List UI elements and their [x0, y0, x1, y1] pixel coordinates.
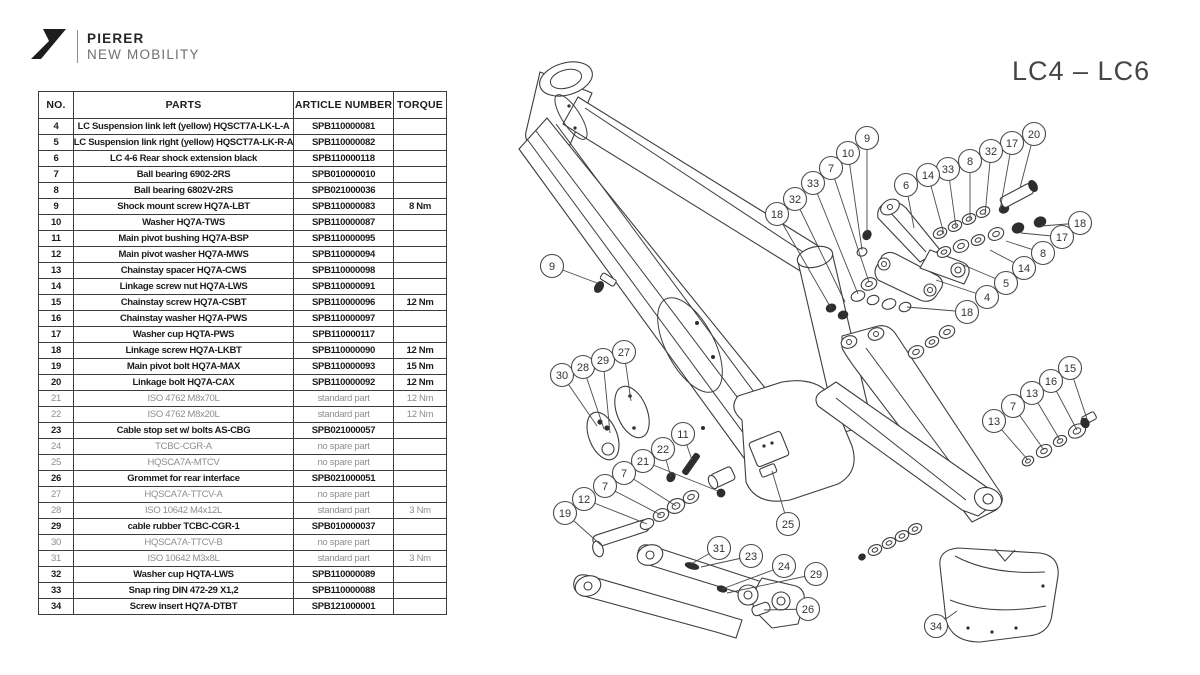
cell-torque — [394, 263, 446, 279]
svg-text:16: 16 — [1044, 375, 1058, 388]
table-header-row — [39, 92, 446, 119]
cell-article: SPB110000090 — [294, 343, 394, 359]
column-header-parts: PARTS — [74, 92, 294, 119]
callout-leader-21 — [643, 461, 718, 491]
table-row-32 — [39, 567, 446, 583]
cell-article: SPB010000037 — [294, 519, 394, 535]
table-row-26 — [39, 471, 446, 487]
svg-text:13: 13 — [1025, 387, 1039, 400]
cell-article: no spare part — [294, 535, 394, 551]
svg-text:24: 24 — [777, 560, 791, 573]
callout-9 — [541, 255, 564, 278]
cell-article: SPB110000089 — [294, 567, 394, 583]
table-row-25 — [39, 455, 446, 471]
cell-torque — [394, 151, 446, 167]
table-row-17 — [39, 327, 446, 343]
cell-no: 27 — [39, 487, 74, 503]
svg-text:23: 23 — [744, 550, 758, 563]
pierer-logo-icon — [30, 27, 68, 66]
cell-article: standard part — [294, 391, 394, 407]
cell-torque: 8 Nm — [394, 199, 446, 215]
cell-article: SPB110000083 — [294, 199, 394, 215]
cell-no: 16 — [39, 311, 74, 327]
svg-text:22: 22 — [656, 443, 670, 456]
cell-part: LC 4-6 Rear shock extension black — [74, 151, 294, 167]
parts-table — [38, 91, 447, 615]
callout-30 — [551, 364, 574, 387]
callout-18 — [766, 203, 789, 226]
cell-article: no spare part — [294, 439, 394, 455]
cell-article: standard part — [294, 503, 394, 519]
cell-torque — [394, 567, 446, 583]
column-header-article: ARTICLE NUMBER — [294, 92, 394, 119]
cell-torque — [394, 119, 446, 135]
svg-text:29: 29 — [596, 354, 610, 367]
cell-part: Chainstay washer HQ7A-PWS — [74, 311, 294, 327]
callout-17 — [1051, 226, 1074, 249]
parts-table-body — [39, 119, 446, 614]
table-row-16 — [39, 311, 446, 327]
callout-29 — [805, 563, 828, 586]
cell-torque — [394, 311, 446, 327]
cell-no: 12 — [39, 247, 74, 263]
cell-part: TCBC-CGR-A — [74, 439, 294, 455]
cell-part: Main pivot washer HQ7A-MWS — [74, 247, 294, 263]
cell-torque — [394, 215, 446, 231]
cell-part: Linkage screw nut HQ7A-LWS — [74, 279, 294, 295]
svg-text:33: 33 — [806, 177, 820, 190]
column-header-no: NO. — [39, 92, 74, 119]
cell-torque — [394, 535, 446, 551]
cell-torque: 12 Nm — [394, 295, 446, 311]
cell-part: HQSCA7A-MTCV — [74, 455, 294, 471]
cell-part: ISO 10642 M3x8L — [74, 551, 294, 567]
svg-text:17: 17 — [1055, 231, 1069, 244]
callout-32 — [980, 140, 1003, 163]
cell-article: SPB021000051 — [294, 471, 394, 487]
callout-27 — [613, 341, 636, 364]
svg-text:21: 21 — [636, 455, 650, 468]
callout-17 — [1001, 132, 1024, 155]
callout-14 — [917, 164, 940, 187]
cell-part: Linkage bolt HQ7A-CAX — [74, 375, 294, 391]
svg-text:28: 28 — [576, 361, 590, 374]
callout-leader-10 — [848, 153, 862, 250]
cell-no: 17 — [39, 327, 74, 343]
cell-no: 4 — [39, 119, 74, 135]
table-row-19 — [39, 359, 446, 375]
callout-8 — [1032, 242, 1055, 265]
cell-no: 13 — [39, 263, 74, 279]
svg-text:7: 7 — [827, 162, 835, 175]
callout-9 — [856, 127, 879, 150]
table-row-7 — [39, 167, 446, 183]
cell-part: cable rubber TCBC-CGR-1 — [74, 519, 294, 535]
cell-part: ISO 4762 M8x20L — [74, 407, 294, 423]
cell-no: 28 — [39, 503, 74, 519]
svg-text:10: 10 — [841, 147, 855, 160]
callout-leader-7 — [831, 168, 869, 282]
cell-article: SPB010000010 — [294, 167, 394, 183]
cell-no: 22 — [39, 407, 74, 423]
cell-torque — [394, 471, 446, 487]
cell-torque: 3 Nm — [394, 503, 446, 519]
callout-18 — [956, 301, 979, 324]
callout-5 — [995, 272, 1018, 295]
svg-text:18: 18 — [1073, 217, 1087, 230]
table-row-18 — [39, 343, 446, 359]
cell-article: SPB110000088 — [294, 583, 394, 599]
callout-34 — [925, 615, 948, 638]
cell-torque: 12 Nm — [394, 407, 446, 423]
cell-part: Main pivot bushing HQ7A-BSP — [74, 231, 294, 247]
cell-article: SPB021000057 — [294, 423, 394, 439]
cell-torque: 15 Nm — [394, 359, 446, 375]
cell-part: LC Suspension link left (yellow) HQSCT7A-LK-L-A — [74, 119, 294, 135]
page-title: LC4 – LC6 — [1012, 56, 1151, 86]
cell-article: SPB110000096 — [294, 295, 394, 311]
cell-article: SPB110000097 — [294, 311, 394, 327]
callout-13 — [983, 410, 1006, 433]
svg-text:29: 29 — [809, 568, 823, 581]
cell-no: 26 — [39, 471, 74, 487]
table-row-4 — [39, 119, 446, 135]
table-row-9 — [39, 199, 446, 215]
svg-text:8: 8 — [1039, 247, 1047, 260]
cell-no: 11 — [39, 231, 74, 247]
table-row-34 — [39, 599, 446, 614]
callout-32 — [784, 188, 807, 211]
cell-article: SPB110000094 — [294, 247, 394, 263]
callout-33 — [937, 158, 960, 181]
cell-article: SPB121000001 — [294, 599, 394, 614]
cell-no: 7 — [39, 167, 74, 183]
svg-text:26: 26 — [801, 603, 815, 616]
cell-article: SPB110000093 — [294, 359, 394, 375]
cell-torque: 12 Nm — [394, 375, 446, 391]
callout-7 — [594, 475, 617, 498]
svg-text:32: 32 — [788, 193, 802, 206]
callout-29 — [592, 349, 615, 372]
table-row-31 — [39, 551, 446, 567]
table-row-23 — [39, 423, 446, 439]
cell-part: Grommet for rear interface — [74, 471, 294, 487]
table-row-14 — [39, 279, 446, 295]
cell-no: 8 — [39, 183, 74, 199]
callout-8 — [959, 150, 982, 173]
cell-torque — [394, 167, 446, 183]
cell-torque — [394, 439, 446, 455]
svg-text:18: 18 — [770, 208, 784, 221]
table-row-24 — [39, 439, 446, 455]
callout-14 — [1013, 257, 1036, 280]
table-row-30 — [39, 535, 446, 551]
cell-no: 29 — [39, 519, 74, 535]
cell-part: Washer cup HQTA-LWS — [74, 567, 294, 583]
callout-6 — [895, 174, 918, 197]
callout-4 — [976, 286, 999, 309]
callout-7 — [820, 157, 843, 180]
cell-no: 14 — [39, 279, 74, 295]
cell-no: 18 — [39, 343, 74, 359]
callout-12 — [573, 488, 596, 511]
cell-no: 5 — [39, 135, 74, 151]
svg-text:9: 9 — [548, 260, 556, 273]
svg-text:27: 27 — [617, 346, 631, 359]
svg-text:12: 12 — [577, 493, 591, 506]
cell-torque — [394, 279, 446, 295]
cell-article: no spare part — [294, 455, 394, 471]
svg-text:33: 33 — [941, 163, 955, 176]
table-row-21 — [39, 391, 446, 407]
svg-text:11: 11 — [677, 428, 689, 441]
cell-article: SPB110000095 — [294, 231, 394, 247]
svg-text:6: 6 — [902, 179, 910, 192]
brand-subtitle: NEW MOBILITY — [87, 46, 200, 62]
column-header-torque: TORQUE — [394, 92, 446, 119]
svg-text:15: 15 — [1063, 362, 1077, 375]
callout-24 — [773, 555, 796, 578]
cell-torque — [394, 599, 446, 614]
svg-text:19: 19 — [558, 507, 572, 520]
svg-text:34: 34 — [929, 620, 943, 633]
callout-7 — [1002, 395, 1025, 418]
table-row-6 — [39, 151, 446, 167]
svg-text:9: 9 — [863, 132, 871, 145]
cell-part: HQSCA7A-TTCV-B — [74, 535, 294, 551]
cell-torque — [394, 455, 446, 471]
svg-text:30: 30 — [555, 369, 569, 382]
cell-part: Ball bearing 6802V-2RS — [74, 183, 294, 199]
cell-article: no spare part — [294, 487, 394, 503]
table-row-11 — [39, 231, 446, 247]
brand-logo — [30, 27, 200, 66]
cell-no: 15 — [39, 295, 74, 311]
cell-no: 34 — [39, 599, 74, 614]
cell-part: Snap ring DIN 472-29 X1,2 — [74, 583, 294, 599]
cell-no: 33 — [39, 583, 74, 599]
table-row-8 — [39, 183, 446, 199]
cell-article: SPB021000036 — [294, 183, 394, 199]
svg-text:13: 13 — [987, 415, 1001, 428]
cell-part: Cable stop set w/ bolts AS-CBG — [74, 423, 294, 439]
table-row-20 — [39, 375, 446, 391]
svg-text:7: 7 — [1009, 400, 1017, 413]
cell-part: Chainstay screw HQ7A-CSBT — [74, 295, 294, 311]
cell-part: ISO 10642 M4x12L — [74, 503, 294, 519]
callout-11 — [672, 423, 695, 446]
cell-article: standard part — [294, 551, 394, 567]
cell-article: SPB110000098 — [294, 263, 394, 279]
cell-part: Shock mount screw HQ7A-LBT — [74, 199, 294, 215]
cell-no: 32 — [39, 567, 74, 583]
svg-text:31: 31 — [712, 542, 726, 555]
table-row-10 — [39, 215, 446, 231]
svg-text:20: 20 — [1027, 128, 1041, 141]
cell-part: Washer cup HQTA-PWS — [74, 327, 294, 343]
svg-text:7: 7 — [601, 480, 609, 493]
callout-31 — [708, 537, 731, 560]
cell-article: SPB110000092 — [294, 375, 394, 391]
table-row-33 — [39, 583, 446, 599]
svg-text:25: 25 — [781, 518, 795, 531]
svg-text:14: 14 — [1017, 262, 1031, 275]
cell-torque — [394, 423, 446, 439]
table-row-27 — [39, 487, 446, 503]
cell-torque — [394, 183, 446, 199]
cell-article: SPB110000081 — [294, 119, 394, 135]
callout-23 — [740, 545, 763, 568]
cell-part: HQSCA7A-TTCV-A — [74, 487, 294, 503]
cell-torque: 12 Nm — [394, 391, 446, 407]
callout-19 — [554, 502, 577, 525]
cell-torque — [394, 247, 446, 263]
cell-no: 10 — [39, 215, 74, 231]
cell-part: Main pivot bolt HQ7A-MAX — [74, 359, 294, 375]
cell-no: 30 — [39, 535, 74, 551]
cell-part: Linkage screw HQ7A-LKBT — [74, 343, 294, 359]
svg-text:14: 14 — [921, 169, 935, 182]
brand-text — [87, 31, 200, 63]
callout-26 — [797, 598, 820, 621]
cell-torque — [394, 487, 446, 503]
callout-22 — [652, 438, 675, 461]
cell-part: Ball bearing 6902-2RS — [74, 167, 294, 183]
table-row-28 — [39, 503, 446, 519]
callout-25 — [777, 513, 800, 536]
svg-text:7: 7 — [620, 467, 628, 480]
table-row-13 — [39, 263, 446, 279]
cell-torque — [394, 519, 446, 535]
brand-name: PIERER — [87, 30, 145, 46]
cell-article: SPB110000118 — [294, 151, 394, 167]
cell-no: 25 — [39, 455, 74, 471]
exploded-view-diagram — [500, 30, 1200, 675]
cell-torque — [394, 583, 446, 599]
svg-text:8: 8 — [966, 155, 974, 168]
cell-article: SPB110000117 — [294, 327, 394, 343]
cell-part: ISO 4762 M8x70L — [74, 391, 294, 407]
svg-text:17: 17 — [1005, 137, 1019, 150]
logo-divider — [77, 30, 78, 63]
table-row-15 — [39, 295, 446, 311]
table-row-12 — [39, 247, 446, 263]
svg-text:18: 18 — [960, 306, 974, 319]
cell-article: SPB110000091 — [294, 279, 394, 295]
cell-no: 24 — [39, 439, 74, 455]
cell-no: 23 — [39, 423, 74, 439]
cell-part: LC Suspension link right (yellow) HQSCT7A-LK-R-A — [74, 135, 294, 151]
cell-no: 31 — [39, 551, 74, 567]
cell-article: standard part — [294, 407, 394, 423]
cell-part: Chainstay spacer HQ7A-CWS — [74, 263, 294, 279]
cell-torque — [394, 231, 446, 247]
cell-no: 9 — [39, 199, 74, 215]
cell-part: Screw insert HQ7A-DTBT — [74, 599, 294, 614]
svg-text:32: 32 — [984, 145, 998, 158]
cell-part: Washer HQ7A-TWS — [74, 215, 294, 231]
cell-no: 20 — [39, 375, 74, 391]
svg-text:4: 4 — [983, 291, 991, 304]
cell-torque: 3 Nm — [394, 551, 446, 567]
cell-no: 21 — [39, 391, 74, 407]
callout-33 — [802, 172, 825, 195]
svg-text:5: 5 — [1002, 277, 1010, 290]
cell-torque: 12 Nm — [394, 343, 446, 359]
table-row-22 — [39, 407, 446, 423]
cell-no: 19 — [39, 359, 74, 375]
table-row-29 — [39, 519, 446, 535]
cell-article: SPB110000087 — [294, 215, 394, 231]
cell-torque — [394, 135, 446, 151]
table-row-5 — [39, 135, 446, 151]
cell-article: SPB110000082 — [294, 135, 394, 151]
cell-no: 6 — [39, 151, 74, 167]
cell-torque — [394, 327, 446, 343]
callout-20 — [1023, 123, 1046, 146]
